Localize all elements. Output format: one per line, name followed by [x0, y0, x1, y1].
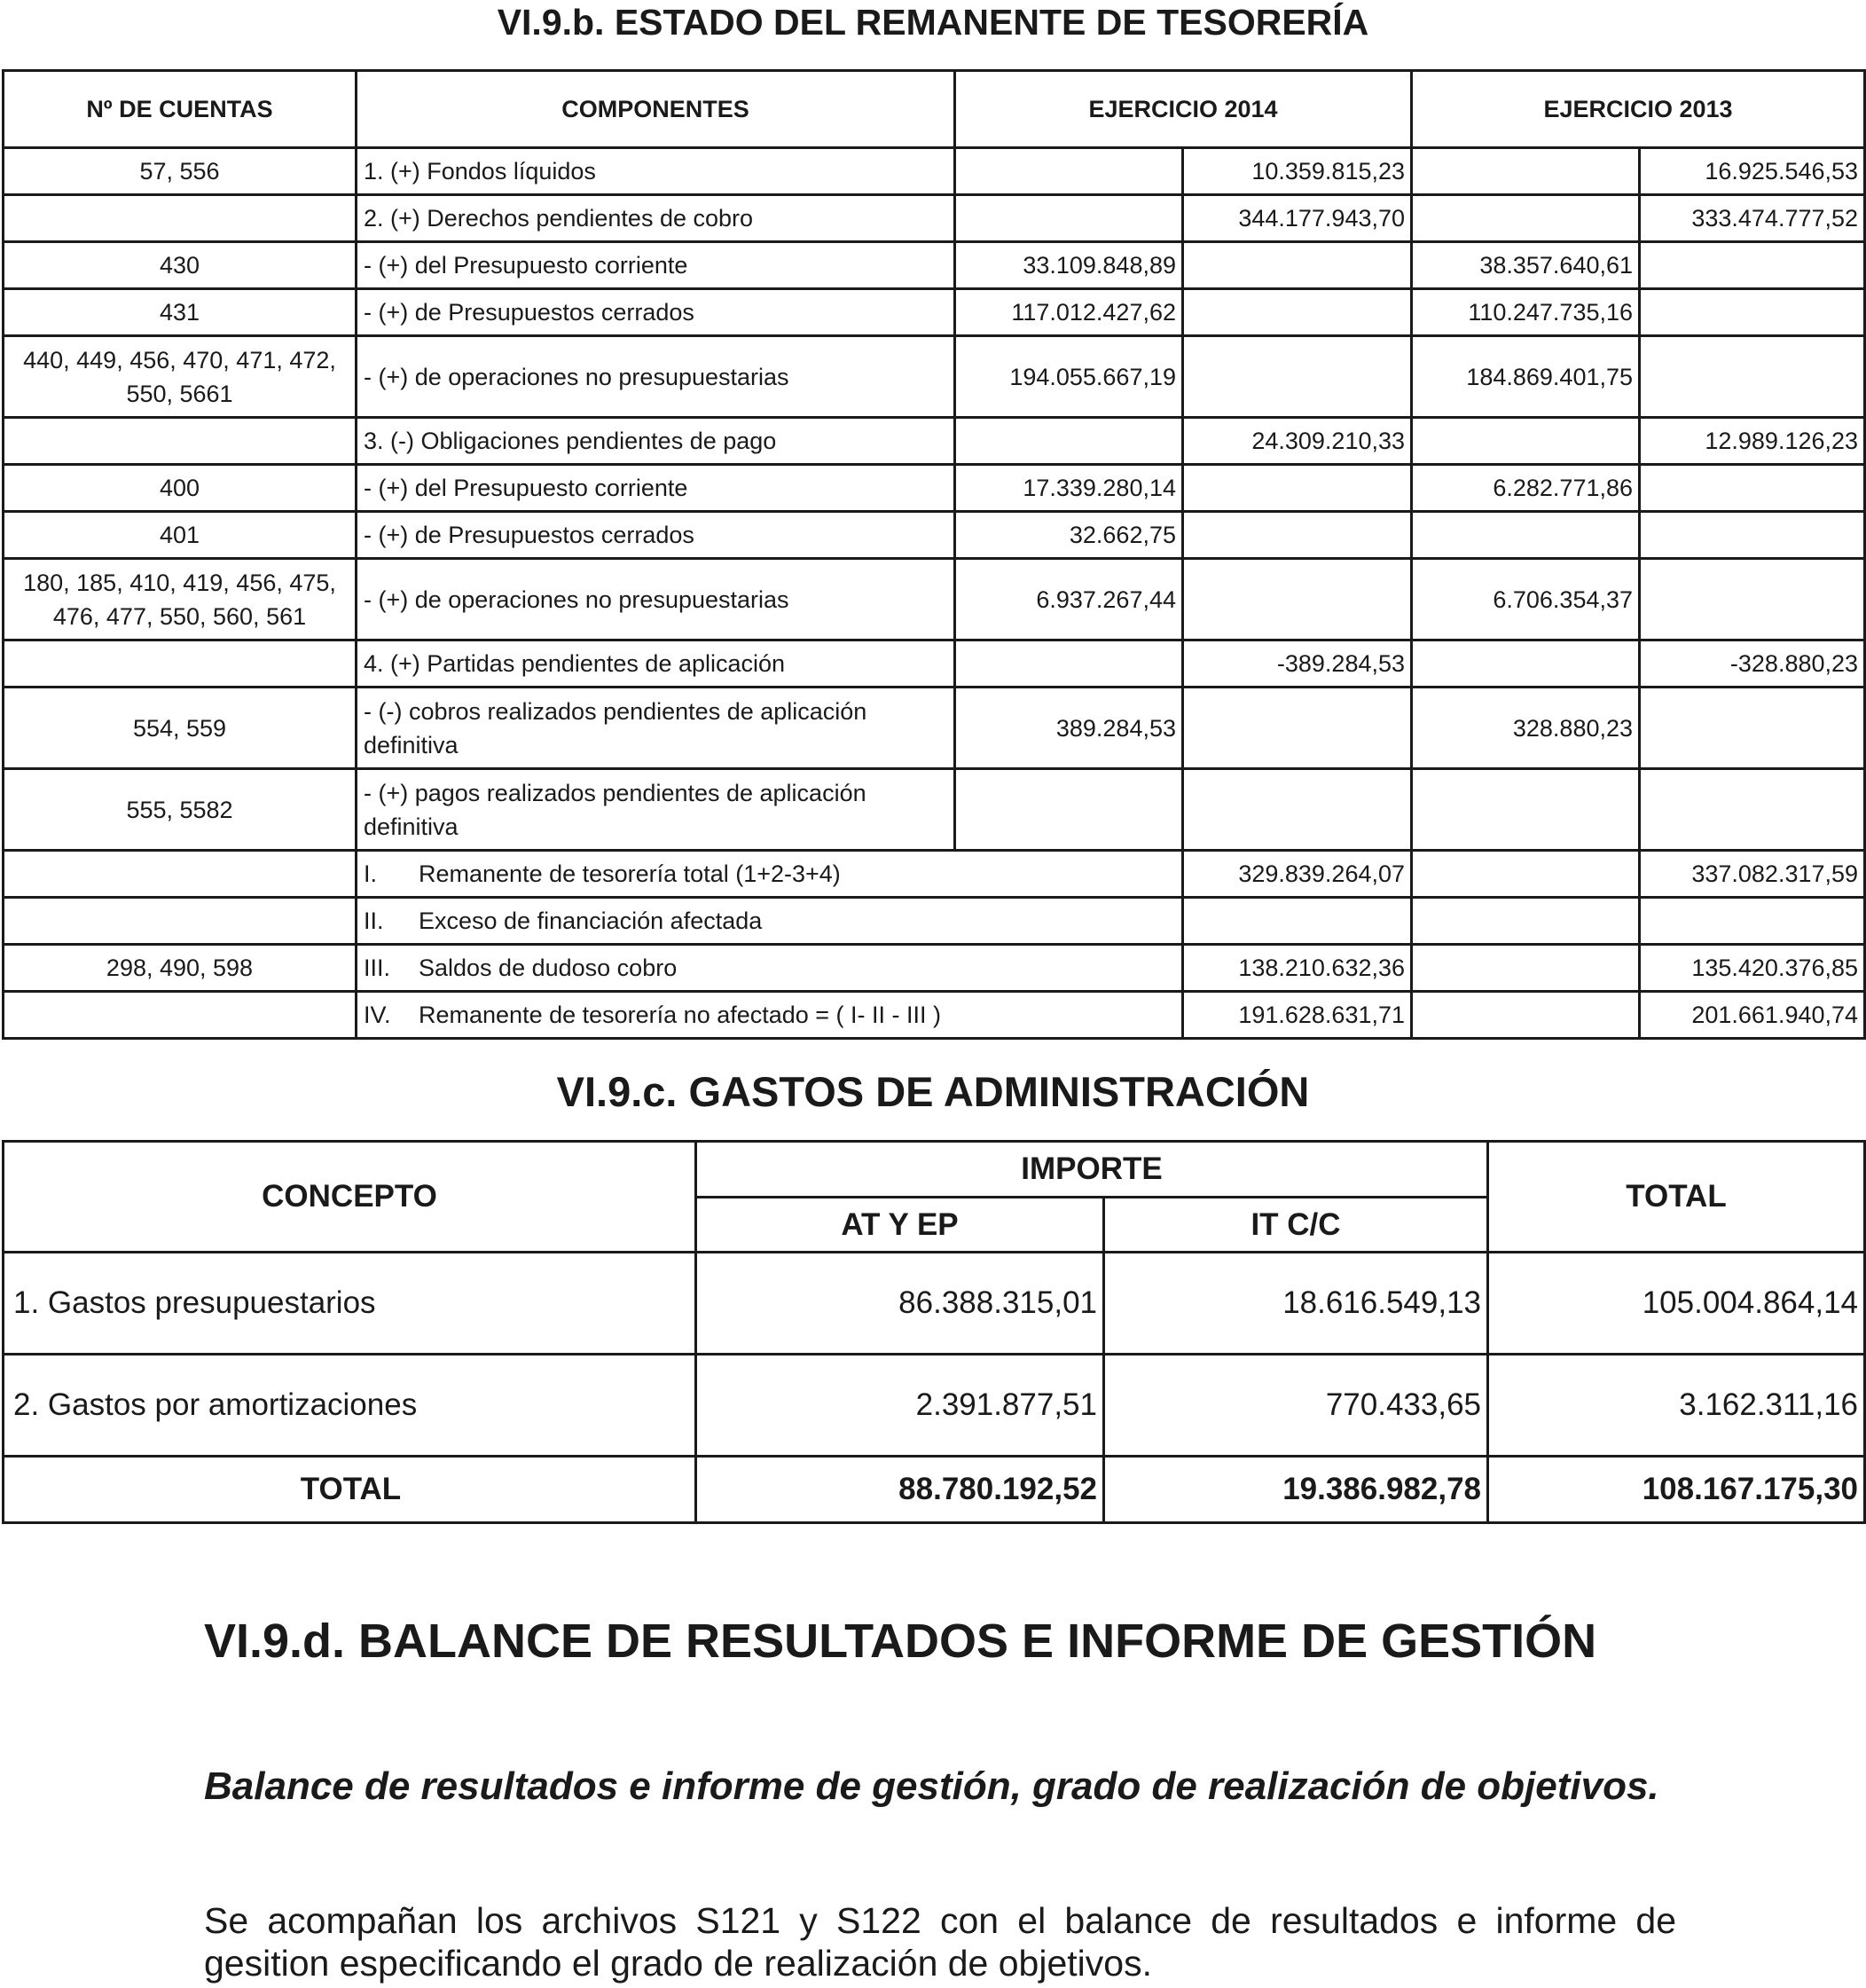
- summary-label-cell: [357, 992, 1183, 1039]
- detail-2013-cell: [1412, 148, 1640, 195]
- total-2013-cell: [1640, 898, 1865, 945]
- table-row: [4, 465, 1865, 512]
- detail-2014-cell: [955, 195, 1183, 242]
- total-2014-cell: 191.628.631,71: [1183, 992, 1412, 1039]
- header-importe: IMPORTE: [696, 1142, 1488, 1198]
- total-2013-cell: 16.925.546,53: [1640, 148, 1865, 195]
- detail-2013-cell: [1412, 992, 1640, 1039]
- detail-2013-cell: 6.706.354,37: [1412, 559, 1640, 640]
- cuentas-cell: 401: [4, 512, 357, 559]
- concepto-cell: 2. Gastos por amortizaciones: [4, 1355, 696, 1457]
- total-2013-cell: [1640, 289, 1865, 336]
- table-row: [4, 512, 1865, 559]
- total-2013-cell: 337.082.317,59: [1640, 851, 1865, 898]
- componente-cell: 4. (+) Partidas pendientes de aplicación: [357, 640, 955, 688]
- it-cc-cell: 770.433,65: [1104, 1355, 1488, 1457]
- cuentas-cell: 430: [4, 242, 357, 289]
- cuentas-cell: [4, 640, 357, 688]
- table-row: [4, 1253, 1865, 1355]
- detail-2014-cell: 17.339.280,14: [955, 465, 1183, 512]
- cuentas-cell: 431: [4, 289, 357, 336]
- at-ep-cell: 86.388.315,01: [696, 1253, 1104, 1355]
- cuentas-cell: 298, 490, 598: [4, 945, 357, 992]
- total-label-cell: TOTAL: [4, 1457, 696, 1523]
- detail-2014-cell: 117.012.427,62: [955, 289, 1183, 336]
- total-2014-cell: 329.839.264,07: [1183, 851, 1412, 898]
- total-2014-cell: [1183, 688, 1412, 769]
- total-cell: 105.004.864,14: [1488, 1253, 1865, 1355]
- total-2013-cell: [1640, 465, 1865, 512]
- detail-2013-cell: [1412, 640, 1640, 688]
- detail-2013-cell: [1412, 851, 1640, 898]
- at-ep-total-cell: 88.780.192,52: [696, 1457, 1104, 1523]
- gastos-administracion-table: [2, 1140, 1866, 1524]
- detail-2013-cell: 184.869.401,75: [1412, 336, 1640, 418]
- section-b-title: VI.9.b. ESTADO DEL REMANENTE DE TESORERÍA: [497, 2, 1369, 43]
- table-row: [4, 242, 1865, 289]
- cuentas-cell: [4, 898, 357, 945]
- detail-2014-cell: [955, 769, 1183, 851]
- header-cuentas: Nº DE CUENTAS: [4, 71, 357, 148]
- cuentas-cell: 555, 5582: [4, 769, 357, 851]
- summary-row: [4, 898, 1865, 945]
- section-d-paragraph: Se acompañan los archivos S121 y S122 con el balance de resultados e informe de gesition especificando el grado de realización de objetivos.: [204, 1900, 1676, 1984]
- componente-cell: - (+) de operaciones no presupuestarias: [357, 336, 955, 418]
- componente-cell: - (+) del Presupuesto corriente: [357, 465, 955, 512]
- table-row: [4, 640, 1865, 688]
- cuentas-cell: [4, 851, 357, 898]
- table-row: [4, 688, 1865, 769]
- cuentas-cell: 400: [4, 465, 357, 512]
- summary-row: [4, 992, 1865, 1039]
- header-total: TOTAL: [1488, 1142, 1865, 1253]
- detail-2014-cell: 194.055.667,19: [955, 336, 1183, 418]
- roman-numeral: I.: [364, 860, 378, 887]
- summary-label: Saldos de dudoso cobro: [419, 955, 678, 981]
- componente-cell: - (-) cobros realizados pendientes de aplicación definitiva: [357, 688, 955, 769]
- it-cc-total-cell: 19.386.982,78: [1104, 1457, 1488, 1523]
- total-2013-cell: 201.661.940,74: [1640, 992, 1865, 1039]
- total-2014-cell: [1183, 336, 1412, 418]
- detail-2013-cell: [1412, 512, 1640, 559]
- summary-label: Remanente de tesorería no afectado = ( I- II - III ): [419, 1002, 942, 1028]
- table-row: [4, 148, 1865, 195]
- summary-row: [4, 851, 1865, 898]
- cuentas-cell: 57, 556: [4, 148, 357, 195]
- header-ejercicio-2013: EJERCICIO 2013: [1412, 71, 1865, 148]
- cuentas-cell: [4, 195, 357, 242]
- total-2014-cell: [1183, 242, 1412, 289]
- total-2013-cell: [1640, 512, 1865, 559]
- section-c-title: VI.9.c. GASTOS DE ADMINISTRACIÓN: [556, 1068, 1310, 1115]
- total-row: [4, 1457, 1865, 1523]
- detail-2013-cell: [1412, 945, 1640, 992]
- total-2014-cell: -389.284,53: [1183, 640, 1412, 688]
- total-2014-cell: [1183, 289, 1412, 336]
- summary-label-cell: [357, 945, 1183, 992]
- at-ep-cell: 2.391.877,51: [696, 1355, 1104, 1457]
- roman-numeral: IV.: [364, 1002, 391, 1028]
- total-2013-cell: [1640, 336, 1865, 418]
- detail-2013-cell: 110.247.735,16: [1412, 289, 1640, 336]
- summary-label: Remanente de tesorería total (1+2-3+4): [419, 860, 841, 887]
- total-2013-cell: -328.880,23: [1640, 640, 1865, 688]
- total-2014-cell: [1183, 559, 1412, 640]
- table-row: [4, 195, 1865, 242]
- total-2013-cell: [1640, 688, 1865, 769]
- total-2013-cell: [1640, 769, 1865, 851]
- total-2014-cell: [1183, 465, 1412, 512]
- roman-numeral: II.: [364, 908, 384, 934]
- header-it-cc: IT C/C: [1104, 1198, 1488, 1253]
- cuentas-cell: 180, 185, 410, 419, 456, 475, 476, 477, 550, 560, 561: [4, 559, 357, 640]
- componente-cell: 3. (-) Obligaciones pendientes de pago: [357, 418, 955, 465]
- section-d-subtitle: Balance de resultados e informe de gestión, grado de realización de objetivos.: [204, 1764, 1659, 1808]
- cuentas-cell: 440, 449, 456, 470, 471, 472, 550, 5661: [4, 336, 357, 418]
- roman-numeral: III.: [364, 955, 391, 981]
- section-d-title: VI.9.d. BALANCE DE RESULTADOS E INFORME DE GESTIÓN: [204, 1615, 1597, 1668]
- header-concepto: CONCEPTO: [4, 1142, 696, 1253]
- total-2014-cell: 10.359.815,23: [1183, 148, 1412, 195]
- total-2014-cell: 24.309.210,33: [1183, 418, 1412, 465]
- detail-2013-cell: 6.282.771,86: [1412, 465, 1640, 512]
- summary-row: [4, 945, 1865, 992]
- total-cell: 3.162.311,16: [1488, 1355, 1865, 1457]
- table-row: [4, 559, 1865, 640]
- componente-cell: - (+) de operaciones no presupuestarias: [357, 559, 955, 640]
- detail-2014-cell: [955, 148, 1183, 195]
- table-row: [4, 418, 1865, 465]
- grand-total-cell: 108.167.175,30: [1488, 1457, 1865, 1523]
- table-row: [4, 289, 1865, 336]
- total-2013-cell: 135.420.376,85: [1640, 945, 1865, 992]
- componente-cell: - (+) pagos realizados pendientes de aplicación definitiva: [357, 769, 955, 851]
- detail-2014-cell: 32.662,75: [955, 512, 1183, 559]
- total-2013-cell: 333.474.777,52: [1640, 195, 1865, 242]
- header-ejercicio-2014: EJERCICIO 2014: [955, 71, 1412, 148]
- summary-label-cell: [357, 851, 1183, 898]
- componente-cell: 1. (+) Fondos líquidos: [357, 148, 955, 195]
- detail-2014-cell: 389.284,53: [955, 688, 1183, 769]
- total-2014-cell: 344.177.943,70: [1183, 195, 1412, 242]
- componente-cell: - (+) del Presupuesto corriente: [357, 242, 955, 289]
- componente-cell: - (+) de Presupuestos cerrados: [357, 512, 955, 559]
- summary-label: Exceso de financiación afectada: [419, 908, 763, 934]
- cuentas-cell: 554, 559: [4, 688, 357, 769]
- summary-label-cell: [357, 898, 1183, 945]
- total-2014-cell: [1183, 512, 1412, 559]
- table-row: [4, 769, 1865, 851]
- cuentas-cell: [4, 992, 357, 1039]
- total-2014-cell: 138.210.632,36: [1183, 945, 1412, 992]
- cuentas-cell: [4, 418, 357, 465]
- total-2013-cell: [1640, 559, 1865, 640]
- total-2013-cell: [1640, 242, 1865, 289]
- componente-cell: 2. (+) Derechos pendientes de cobro: [357, 195, 955, 242]
- total-2013-cell: 12.989.126,23: [1640, 418, 1865, 465]
- detail-2014-cell: 6.937.267,44: [955, 559, 1183, 640]
- remanente-tesoreria-table: [2, 69, 1866, 1040]
- detail-2013-cell: 38.357.640,61: [1412, 242, 1640, 289]
- detail-2013-cell: [1412, 898, 1640, 945]
- detail-2014-cell: [955, 640, 1183, 688]
- header-at-ep: AT Y EP: [696, 1198, 1104, 1253]
- table-row: [4, 1355, 1865, 1457]
- detail-2014-cell: 33.109.848,89: [955, 242, 1183, 289]
- detail-2013-cell: 328.880,23: [1412, 688, 1640, 769]
- concepto-cell: 1. Gastos presupuestarios: [4, 1253, 696, 1355]
- it-cc-cell: 18.616.549,13: [1104, 1253, 1488, 1355]
- total-2014-cell: [1183, 898, 1412, 945]
- total-2014-cell: [1183, 769, 1412, 851]
- detail-2014-cell: [955, 418, 1183, 465]
- detail-2013-cell: [1412, 418, 1640, 465]
- detail-2013-cell: [1412, 195, 1640, 242]
- header-componentes: COMPONENTES: [357, 71, 955, 148]
- table-row: [4, 336, 1865, 418]
- componente-cell: - (+) de Presupuestos cerrados: [357, 289, 955, 336]
- detail-2013-cell: [1412, 769, 1640, 851]
